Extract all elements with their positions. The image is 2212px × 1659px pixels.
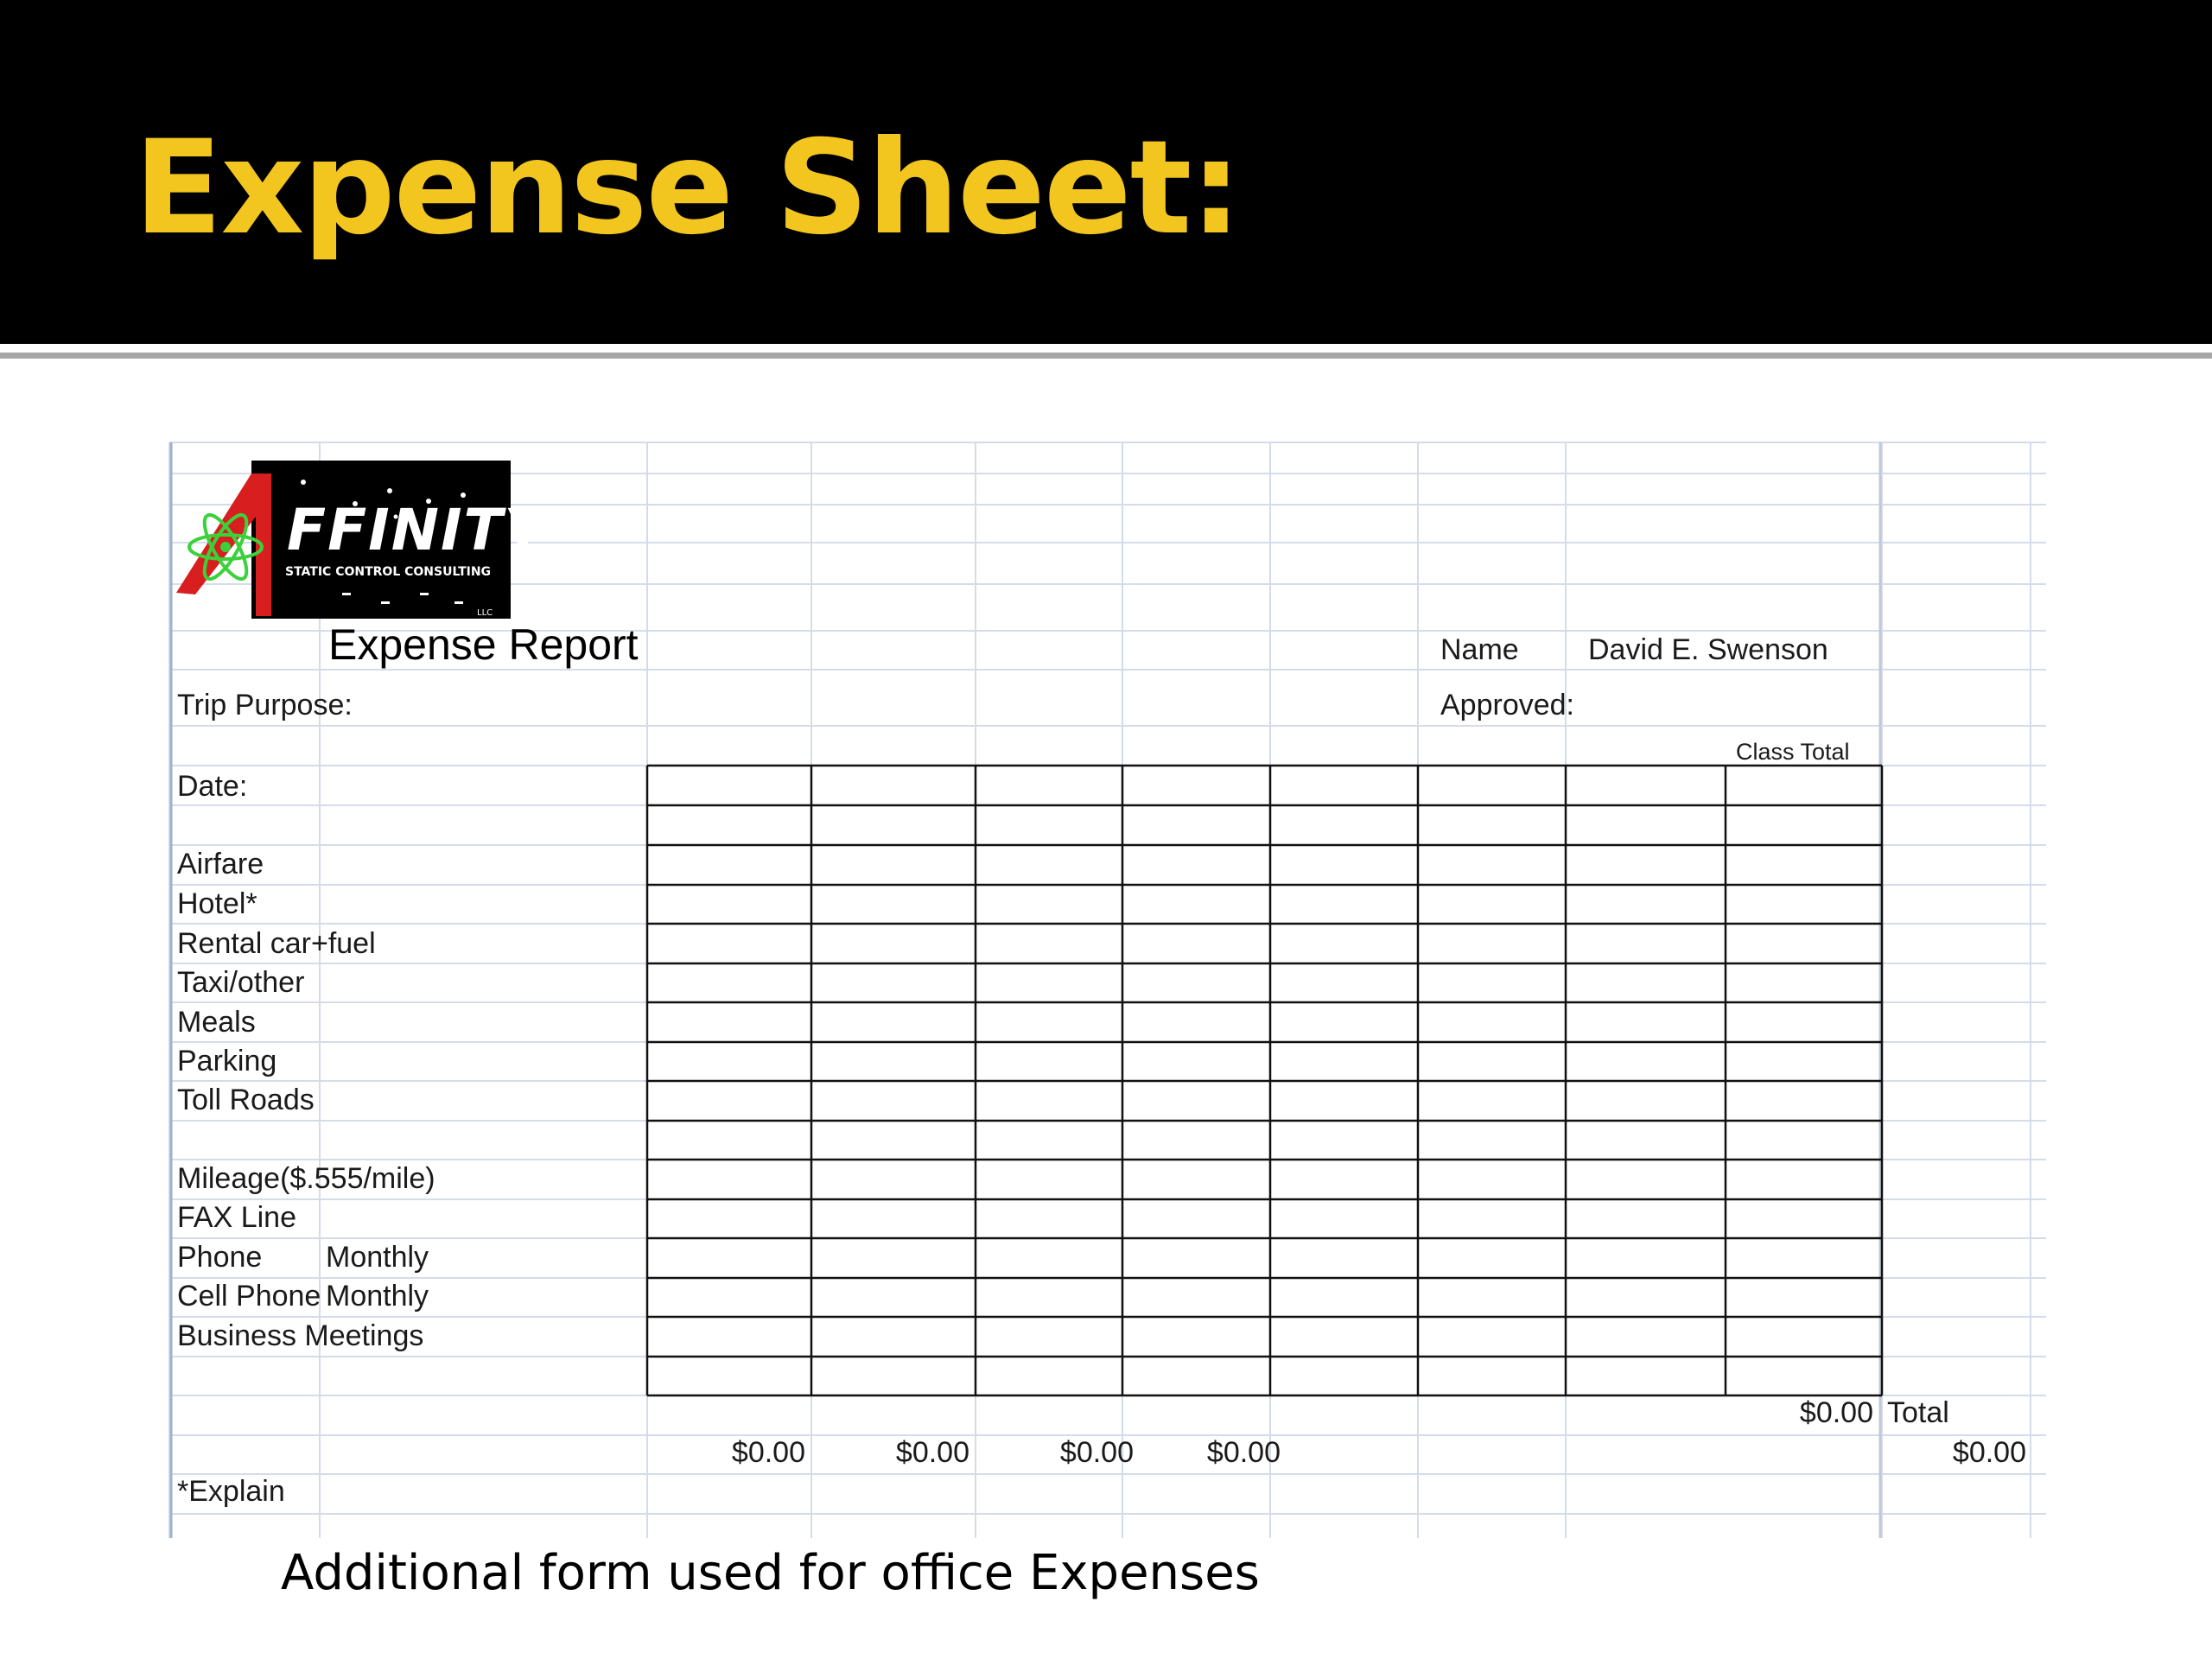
expense-label-mileage: Mileage($.555/mile): [177, 1162, 435, 1195]
expense-label-toll-roads: Toll Roads: [177, 1084, 315, 1116]
grand-total: $0.00: [1952, 1436, 2026, 1469]
name-label: Name: [1440, 633, 1519, 666]
expense-label-meals: Meals: [177, 1006, 256, 1039]
trip-purpose-label: Trip Purpose:: [177, 689, 353, 721]
expense-label-rental-car: Rental car+fuel: [177, 927, 376, 960]
expense-label-cell-phone: Cell Phone: [177, 1280, 321, 1313]
expense-label-hotel: Hotel*: [177, 887, 257, 920]
date-label: Date:: [177, 770, 248, 803]
logo-suffix: LLC: [477, 608, 493, 618]
class-total-label: Class Total: [1736, 739, 1850, 765]
logo-wordmark: FFINITY: [287, 497, 548, 563]
report-title: Expense Report: [328, 620, 639, 669]
expense-label-phone: Phone: [177, 1241, 263, 1274]
total-label: Total: [1887, 1396, 1949, 1429]
expense-note-phone: Monthly: [326, 1241, 429, 1274]
column-total-4: $0.00: [1206, 1436, 1281, 1469]
expense-label-airfare: Airfare: [177, 848, 264, 880]
column-total-3: $0.00: [1059, 1436, 1134, 1469]
expense-label-parking: Parking: [177, 1045, 277, 1077]
expense-label-business-meetings: Business Meetings: [177, 1319, 424, 1352]
explain-label: *Explain: [177, 1475, 285, 1508]
column-total-1: $0.00: [731, 1436, 805, 1469]
slide-caption: Additional form used for office Expenses: [281, 1545, 1260, 1601]
expense-label-fax: FAX Line: [177, 1201, 296, 1234]
column-total-2: $0.00: [895, 1436, 969, 1469]
expense-note-cell-phone: Monthly: [326, 1280, 429, 1313]
approved-label: Approved:: [1440, 689, 1574, 721]
class-total-value: $0.00: [1799, 1396, 1873, 1429]
name-value[interactable]: David E. Swenson: [1588, 633, 1828, 666]
affinity-logo: [169, 456, 548, 620]
slide-title: Expense Sheet:: [134, 113, 1241, 264]
expense-label-taxi: Taxi/other: [177, 966, 305, 999]
logo-tagline: STATIC CONTROL CONSULTING: [285, 565, 492, 579]
